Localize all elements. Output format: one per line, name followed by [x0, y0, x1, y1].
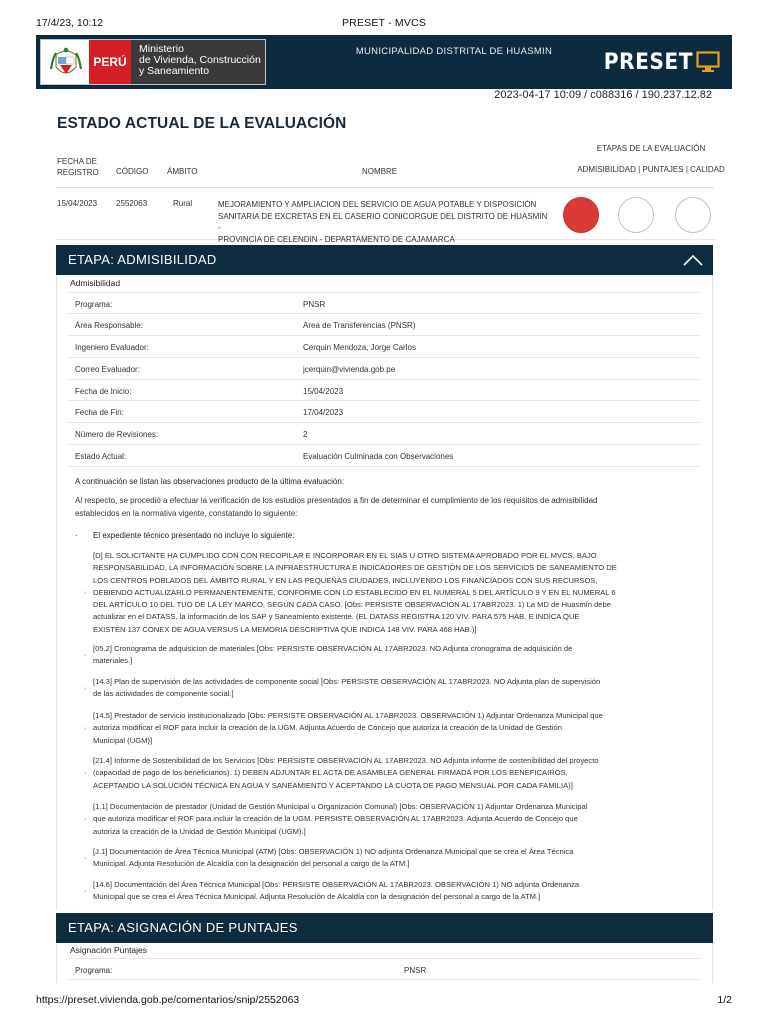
observation-line: [14.5] Prestador de servicio institucionalizado [Obs: PERSISTE OBSERVACIÓN AL 17ABR2023. OBSERVACIÓN 1) Adjuntar Ordenanza Municipal que	[93, 711, 603, 720]
observations-paragraph-line-1: Al respecto, se procedió a efectuar la verificación de los estudios presentados a fin de determinar el cumplimiento de los requisitos de admisibilidad	[75, 496, 598, 505]
stage-puntajes-indicator[interactable]	[618, 197, 654, 233]
observation-line: autoriza modificar el ROF para incluir la creación de la UGM. Adjunta Acuerdo de Concejo que autoriza la creación de la Unidad de Gestión	[93, 723, 562, 733]
puntajes-detail-row-programa	[68, 958, 700, 980]
observation-item: · [05.2] Cronograma de adquisicion de materiales [Obs: PERSISTE OBSERVACIÓN AL 17ABR2023. NO Adjunta cronograma de adquisición de materiales.]	[93, 643, 698, 668]
stage-calidad-indicator[interactable]	[675, 197, 711, 233]
detail-value: 2	[303, 430, 308, 440]
col-nombre: NOMBRE	[362, 167, 398, 176]
ministry-line-3: y Saneamiento	[139, 65, 210, 77]
observation-line: RESPONSABILIDAD, LA INFORMACIÓN SOBRE LA INFRAESTRUCTURA E INDICADORES DE GESTIÓN DE LOS SERVICIOS DE SANEAMIENTO DE	[93, 563, 617, 573]
observations-paragraph-line-2: establecidos en la normativa vigente, constatando lo siguiente:	[75, 508, 298, 518]
print-datetime: 17/4/23, 10:12	[36, 17, 104, 29]
col-etapas-sub: ADMISIBILIDAD | PUNTAJES | CALIDAD	[577, 165, 725, 174]
session-meta: 2023-04-17 10:09 / c088316 / 190.237.12.82	[494, 89, 712, 101]
chevron-up-icon[interactable]	[683, 253, 703, 267]
observation-line: [D] EL SOLICITANTE HA CUMPLIDO CON CON RECOPILAR E INCORPORAR EN EL SIAS U OTRO SISTEMA APROBADO POR EL MVCS, BAJO	[93, 551, 597, 560]
missing-items-title: · El expediente técnico presentado no incluye lo siguiente:	[75, 531, 295, 540]
detail-key: Fecha de Inicio:	[75, 386, 132, 396]
detail-row-revisiones	[68, 423, 700, 445]
ministry-line-2: de Vivienda, Construcción	[139, 54, 261, 66]
detail-row-estado	[68, 445, 700, 467]
ministry-name	[131, 40, 265, 84]
observation-item: · [14.6] Documentación del Área Técnica Municipal [Obs: PERSISTE OBSERVACIÓN AL 17ABR2023. OBSERVACIÓN 1) NO adjunta Ordenanza Municipal que se crea el Área Técnica Municipal. Adjunta Resolución de Alcaldía con la designación del personal a cargo de la ATM.]	[93, 879, 698, 904]
ministry-line-1: Ministerio	[139, 43, 184, 55]
observations-paragraph	[75, 495, 695, 520]
section-admisibilidad-header[interactable]	[56, 245, 713, 275]
evaluation-table-header	[56, 140, 725, 188]
row-nombre-line-3: PROVINCIA DE CELENDIN - DEPARTAMENTO DE CAJAMARCA	[218, 234, 455, 244]
col-codigo: CÓDIGO	[116, 167, 149, 176]
row-fecha: 15/04/2023	[57, 199, 98, 208]
detail-value: Area de Transferencias (PNSR)	[303, 320, 416, 330]
observation-line: [1.1] Documentación de prestador (Unidad de Gestión Municipal u Organización Comunal) [Obs: OBSERVACIÓN 1) Adjuntar Ordenanza Municipal	[93, 802, 588, 811]
col-fecha-line-1: FECHA DE	[57, 157, 98, 166]
section-puntajes-title: ETAPA: ASIGNACIÓN DE PUNTAJES	[68, 920, 298, 935]
observation-line: de las actividades de componente social.]	[93, 689, 234, 699]
section-puntajes-header[interactable]	[56, 913, 713, 943]
observation-line: (capacidad de pago de los beneficiarios). 1) DEBEN ADJUNTAR EL ACTA DE ASAMBLEA GENERAL FIRMADA POR LOS BENEFICAIROS,	[93, 768, 568, 778]
ministry-logo[interactable]	[40, 39, 266, 85]
detail-key: Área Responsable:	[75, 320, 144, 330]
observation-line: DEBIENDO ACTUALIZARLO PERMANENTEMENTE, CONFORME CON LO ESTABLECIDO EN EL NUMERAL 5 DEL ARTÍCULO 9 Y EN EL NUMERAL 6	[93, 587, 616, 597]
detail-value: 17/04/2023	[303, 408, 344, 418]
observation-line: EXISTEN 137 CONEX DE AGUA VERSUS LA MEMORIA DESCRIPTIVA QUE INDICA 148 VIV. PARA 468 HAB.)]	[93, 624, 477, 634]
detail-key: Programa:	[75, 966, 113, 975]
detail-value: Evaluación Culminada con Observaciones	[303, 452, 454, 462]
row-nombre	[218, 199, 548, 245]
print-header	[36, 17, 732, 31]
detail-value: 15/04/2023	[303, 386, 344, 396]
detail-row-ingeniero	[68, 336, 700, 358]
observation-line: autoriza la creación de la Unidad de Gestión Municipal (UGM).]	[93, 826, 306, 836]
col-fecha-line-2: REGISTRO	[57, 168, 99, 177]
observation-item: · [14.3] Plan de supervisión de las actividades de componente social [Obs: PERSISTE OBSERVACIÓN AL 17ABR2023. NO Adjunta plan de supervisión de las actividades de componente social.]	[93, 676, 698, 701]
observation-line: materiales.]	[93, 656, 133, 666]
puntajes-sub-label: Asignación Puntajes	[70, 945, 148, 955]
observation-line: [05.2] Cronograma de adquisicion de materiales [Obs: PERSISTE OBSERVACIÓN AL 17ABR2023. NO Adjunta cronograma de adquisición de	[93, 644, 573, 653]
detail-row-fecha-inicio	[68, 380, 700, 402]
detail-value: PNSR	[303, 300, 326, 309]
row-codigo: 2552063	[116, 199, 148, 208]
observation-line: [14.6] Documentación del Área Técnica Municipal [Obs: PERSISTE OBSERVACIÓN AL 17ABR2023. OBSERVACIÓN 1) NO adjunta Ordenanza	[93, 880, 580, 889]
detail-key: Ingeniero Evaluador:	[75, 342, 149, 352]
detail-key: Estado Actual:	[75, 452, 127, 462]
detail-row-programa	[68, 292, 700, 314]
observation-line: ACEPTANDO LA SOLUCIÓN TÉCNICA EN AGUA Y SANEAMIENTO Y ACEPTANDO LA CUOTA DE PAGO MENSUAL POR CADA FAMILIA)]	[93, 780, 573, 790]
missing-items-title-text: El expediente técnico presentado no incluye lo siguiente:	[93, 531, 295, 540]
detail-key: Correo Evaluador:	[75, 364, 140, 374]
col-fecha-registro	[57, 156, 99, 178]
detail-row-fecha-fin	[68, 401, 700, 423]
observation-line: LOS CENTROS POBLADOS DEL ÁMBITO RURAL Y EN LAS PEQUEÑAS CIUDADES, INCLUYENDO LOS FINANCIADOS CON SUS RECURSOS,	[93, 575, 598, 585]
observation-line: [14.3] Plan de supervisión de las actividades de componente social [Obs: PERSISTE OBSERVACIÓN AL 17ABR2023. NO Adjunta plan de supervisión	[93, 677, 601, 686]
observation-line: [21.4] Informe de Sostenibilidad de los Servicios [Obs: PERSISTE OBSERVACIÓN AL 17ABR2023. NO Adjunta informe de sostenibilidad del proyecto	[93, 756, 599, 765]
row-nombre-line-1: MEJORAMIENTO Y AMPLIACION DEL SERVICIO DE AGUA POTABLE Y DISPOSICIÓN	[218, 200, 537, 209]
preset-logo-text: PRESET	[603, 49, 693, 75]
observation-item: · [21.4] Informe de Sostenibilidad de los Servicios [Obs: PERSISTE OBSERVACIÓN AL 17ABR2023. NO Adjunta informe de sostenibilidad del proyecto (capacidad de pago de los beneficiarios). 1) DEBEN ADJUNTAR EL ACTA DE ASAMBLEA GENERAL FIRMADA POR LOS BENEFICAIROS, ACEPTANDO LA SOLUCIÓN TÉCNICA EN AGUA Y SANEAMIENTO Y ACEPTANDO LA CUOTA DE PAGO MENSUAL POR CADA FAMILIA)]	[93, 755, 698, 792]
admisibilidad-sub-label: Admisibilidad	[70, 278, 121, 288]
row-nombre-line-2: SANITARIA DE EXCRETAS EN EL CASERIO CONICORGUE DEL DISTRITO DE HUASMIN -	[218, 211, 548, 232]
observation-item: · [1.1] Documentación de prestador (Unidad de Gestión Municipal u Organización Comunal) [Obs: OBSERVACIÓN 1) Adjuntar Ordenanza Municipal que autoriza modificar el ROF para incluir la creación de la UGM. PERSISTE OBSERVACIÓN AL 17ABR2023. Adjunta Acuerdo de Concejo que autoriza la creación de la Unidad de Gestión Municipal (UGM).]	[93, 801, 698, 838]
observation-line: Municipal (UGM)]	[93, 735, 153, 745]
detail-key: Número de Revisiones:	[75, 430, 159, 440]
observation-line: Municipal. Adjunta Resolución de Alcaldía con la designación del personal a cargo de la ATM.]	[93, 859, 410, 869]
monitor-icon	[696, 51, 720, 73]
observations-intro: A continuación se listan las observaciones producto de la última evaluación:	[75, 477, 345, 486]
top-banner	[36, 35, 732, 89]
observation-item: · [D] EL SOLICITANTE HA CUMPLIDO CON CON RECOPILAR E INCORPORAR EN EL SIAS U OTRO SISTEMA APROBADO POR EL MVCS, BAJO RESPONSABILIDAD, LA INFORMACIÓN SOBRE LA INFRAESTRUCTURA E INDICADORES DE GESTIÓN DE LOS SERVICIOS DE SANEAMIENTO DE LOS CENTROS POBLADOS DEL ÁMBITO RURAL Y EN LAS PEQUEÑAS CIUDADES, INCLUYENDO LOS FINANCIADOS CON SUS RECURSOS, DEBIENDO ACTUALIZARLO PERMANENTEMENTE, CONFORME CON LO ESTABLECIDO EN EL NUMERAL 5 DEL ARTÍCULO 9 Y EN EL NUMERAL 6 DEL ARTÍCULO 10 DEL TUO DE LA LEY MARCO, SEGÚN CADA CASO. [Obs: PERSISTE OBSERVACIÓN AL 17ABR2023. 1) La MD de Huasmín debe actualizar en el DATASS, la información de los SAP y Saneamiento existente. (EL DATASS REGISTRA 120 VIV. PARA 575 HAB. E INDICA QUE EXISTEN 137 CONEX DE AGUA VERSUS LA MEMORIA DESCRIPTIVA QUE INDICA 148 VIV. PARA 468 HAB.)]	[93, 550, 698, 636]
observation-line: que autoriza modificar el ROF para incluir la creación de la UGM. PERSISTE OBSERVACIÓN AL 17ABR2023. Adjunta Acuerdo de Concejo que	[93, 814, 578, 824]
admisibilidad-details-table	[68, 292, 700, 467]
print-footer	[36, 994, 732, 1006]
observation-line: actualizar en el DATASS, la información de los SAP y Saneamiento existente. (EL DATASS REGISTRA 120 VIV. PARA 575 HAB. E INDICA QUE	[93, 612, 580, 622]
preset-logo[interactable]	[596, 48, 720, 76]
stage-admisibilidad-indicator[interactable]	[563, 197, 599, 233]
peru-coat-of-arms-icon	[49, 45, 83, 81]
observation-item: · [14.5] Prestador de servicio institucionalizado [Obs: PERSISTE OBSERVACIÓN AL 17ABR2023. OBSERVACIÓN 1) Adjuntar Ordenanza Municipal que autoriza modificar el ROF para incluir la creación de la UGM. Adjunta Acuerdo de Concejo que autoriza la creación de la Unidad de Gestión Municipal (UGM)]	[93, 710, 698, 747]
print-title: PRESET - MVCS	[341, 17, 427, 29]
observation-line: DEL ARTÍCULO 10 DEL TUO DE LA LEY MARCO, SEGÚN CADA CASO. [Obs: PERSISTE OBSERVACIÓN AL 17ABR2023. 1) La MD de Huasmín debe	[93, 600, 611, 610]
peru-label: PERÚ	[89, 40, 131, 84]
detail-row-correo	[68, 358, 700, 380]
detail-key: Fecha de Fin:	[75, 408, 124, 418]
detail-value[interactable]: jcerquin@vivienda.gob.pe	[303, 364, 396, 374]
section-admisibilidad-title: ETAPA: ADMISIBILIDAD	[68, 252, 217, 267]
detail-value: PNSR	[404, 966, 427, 975]
col-ambito: ÁMBITO	[167, 167, 198, 176]
col-etapas-title: ETAPAS DE LA EVALUACIÓN	[596, 144, 706, 153]
row-ambito: Rural	[173, 199, 193, 208]
page-title: ESTADO ACTUAL DE LA EVALUACIÓN	[57, 115, 347, 132]
observation-item: · [J.1] Documentación de Área Técnica Municipal (ATM) [Obs: OBSERVACIÓN 1) NO adjunta Ordenanza Municipal que se crea el Área Técnica Municipal. Adjunta Resolución de Alcaldía con la designación del personal a cargo de la ATM.]	[93, 846, 698, 871]
print-url[interactable]: https://preset.vivienda.gob.pe/comentarios/snip/2552063	[36, 994, 300, 1006]
detail-row-area	[68, 314, 700, 336]
observation-line: [J.1] Documentación de Área Técnica Municipal (ATM) [Obs: OBSERVACIÓN 1) NO adjunta Ordenanza Municipal que se crea el Área Técnica	[93, 847, 574, 856]
municipality-name: MUNICIPALIDAD DISTRITAL DE HUASMIN	[355, 46, 553, 57]
detail-value: Cerquin Mendoza, Jorge Carlos	[303, 342, 416, 352]
evaluation-row[interactable]	[56, 188, 716, 244]
observation-line: Municipal que se crea el Área Técnica Municipal. Adjunta Resolución de Alcaldía con la designación del personal a cargo de la ATM.]	[93, 892, 541, 902]
detail-key: Programa:	[75, 300, 113, 309]
print-page-number: 1/2	[717, 994, 732, 1006]
